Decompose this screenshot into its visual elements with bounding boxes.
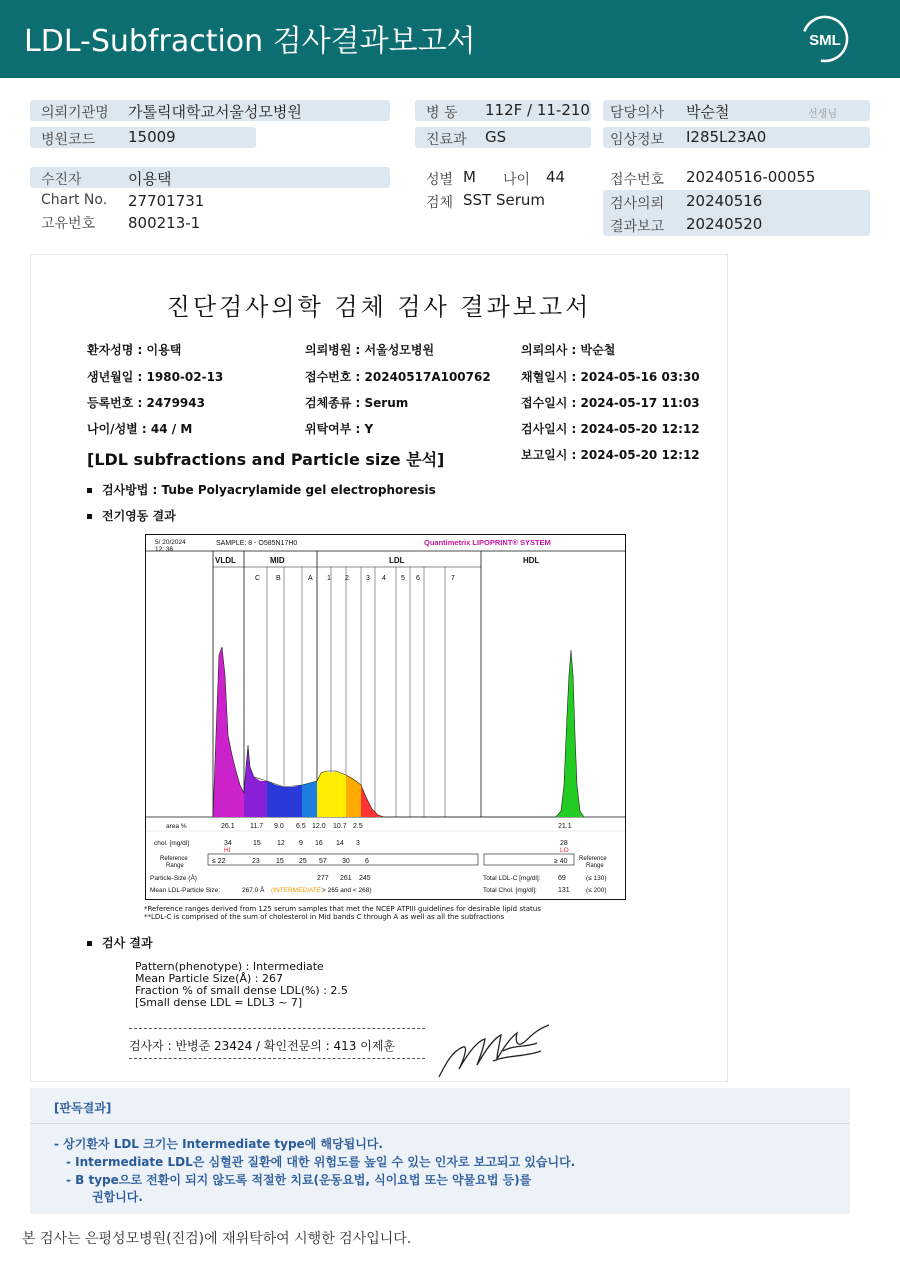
bullet-dot [87,941,92,946]
particle-value: 277 [317,875,329,882]
doctor-suffix: 선생님 [808,109,837,120]
doctor-value: 박순철 [686,103,730,121]
patient-value: 이용택 [128,170,172,188]
ward-label: 병 동 [426,105,458,121]
vldl-fill [213,647,244,817]
ldl-1-fill [317,771,331,817]
chol-lo: LO [560,847,569,854]
area-value: 6.5 [296,823,306,830]
mid-a-fill [302,781,317,817]
chol-value: 34 [224,840,232,847]
area-value: 26.1 [221,823,235,830]
chart-brand: Quantimetrix LIPOPRINT® SYSTEM [424,538,551,547]
ref-label-right-1: Reference [579,856,607,862]
band-label: 6 [416,575,420,582]
uid-label: 고유번호 [41,216,96,232]
area-value: 9.0 [274,823,284,830]
area-value-hdl: 21.1 [558,823,572,830]
field-spec: 검체종류 : Serum [305,396,409,410]
institution-value: 가톨릭대학교서울성모병원 [128,103,302,121]
specimen-value: SST Serum [463,191,546,209]
band-label: 4 [382,575,386,582]
hospital-code-value: 15009 [128,128,176,146]
electro-svg [146,535,625,899]
chol-value: 15 [253,840,261,847]
doctor-label: 담당의사 [610,105,665,121]
area-value: 2.5 [353,823,363,830]
field-recv-no: 접수번호 : 20240517A100762 [305,370,491,384]
hospital-code-label: 병원코드 [41,132,96,148]
ref-value: 57 [319,858,327,865]
field-reg: 등록번호 : 2479943 [87,396,205,410]
ref-value: 25 [299,858,307,865]
chol-value: 14 [336,840,344,847]
scanned-report-title: 진단검사의학 검체 검사 결과보고서 [166,293,592,321]
chol-value: 9 [299,840,303,847]
clinical-value: I285L23A0 [686,128,767,146]
band-label: 1 [327,575,331,582]
area-value: 11.7 [250,823,264,830]
region-vldl: VLDL [215,556,236,565]
total-ldl-label: Total LDL-C [mg/dl]: [483,875,541,882]
mean-class: (INTERMEDIATE; [271,887,323,894]
band-label: 7 [451,575,455,582]
patient-label: 수진자 [41,172,82,188]
chol-value: 16 [315,840,323,847]
result-line-2: Mean Particle Size(Å) : 267 [135,972,283,985]
sign-dash-top [129,1028,425,1029]
electro-text: 전기영동 결과 [102,509,176,523]
judgement-line-3: - B type으로 전환이 되지 않도록 적절한 치료(운동요법, 식이요법 또는 약물요법 등)를 [66,1173,532,1187]
field-test: 검사일시 : 2024-05-20 12:12 [521,422,700,436]
ref-value: 15 [276,858,284,865]
hdl-fill [556,650,584,817]
sign-line: 검사자 : 반병준 23424 / 확인전문의 : 413 이제훈 [129,1039,396,1053]
dept-value: GS [485,128,507,146]
region-hdl: HDL [523,556,540,565]
area-value: 12.0 [312,823,326,830]
report-title: LDL-Subfraction 검사결과보고서 [24,24,476,59]
field-consign: 위탁여부 : Y [305,422,374,436]
field-dob: 생년월일 : 1980-02-13 [87,370,224,384]
mean-label: Mean LDL-Particle Size: [150,887,221,894]
chol-value-hdl: 28 [560,840,568,847]
field-hosp: 의뢰병원 : 서울성모병원 [305,343,435,357]
result-line-1: Pattern(phenotype) : Intermediate [135,960,324,973]
band-label: 3 [366,575,370,582]
ref-hdl: ≥ 40 [554,858,568,865]
report-label: 결과보고 [610,219,665,235]
ref-value: ≤ 22 [212,858,226,865]
result-line-3: Fraction % of small dense LDL(%) : 2.5 [135,984,348,997]
field-draw: 채혈일시 : 2024-05-16 03:30 [521,370,700,384]
sml-logo [800,14,850,64]
mean-range: > 265 and < 268) [322,887,372,894]
electro-bullet [87,507,176,524]
electrophoresis-chart [145,534,626,900]
band-label: A [308,575,313,582]
ref-value: 30 [342,858,350,865]
particle-value: 261 [340,875,352,882]
field-report: 보고일시 : 2024-05-20 12:12 [521,448,700,462]
judgement-line-4: 권합니다. [92,1190,143,1204]
chol-value: 3 [356,840,360,847]
ldl-3-fill [361,785,384,817]
judgement-box [30,1088,850,1214]
chart-date: 5/ 20/2024 [155,539,186,546]
accession-value: 20240516-00055 [686,168,816,186]
chart-sample: SAMPLE: 8 - O585N17H0 [216,540,298,547]
row-area-label: area % [166,823,187,830]
request-label: 검사의뢰 [610,196,665,212]
total-ldl-value: 69 [558,875,566,882]
uid-value: 800213-1 [128,214,201,232]
ldl-2-fill [346,775,361,817]
ldl-1b-fill [331,771,346,817]
method-text: 검사방법 : Tube Polyacrylamide gel electrophoresis [102,483,436,497]
band-label: 5 [401,575,405,582]
band-label: C [255,575,261,582]
mid-c-fill [244,745,267,817]
age-label: 나이 [503,172,531,188]
bullet-dot [87,514,92,519]
institution-label: 의뢰기관명 [41,105,109,121]
logo-text: SML [809,32,841,49]
ward-value: 112F / 11-210 [485,101,590,119]
result-head: 검사 결과 [102,936,153,950]
sex-value: M [463,168,476,186]
ref-value: 6 [365,858,369,865]
request-value: 20240516 [686,192,763,210]
accession-label: 접수번호 [610,172,665,188]
judgement-header [30,1088,850,1124]
note-2: **LDL-C is comprised of the sum of cholesterol in Mid bands C through A as well as all the subfractions [144,913,505,921]
ref-label-right-2: Range [586,863,604,869]
total-chol-label: Total Chol. [mg/dl]: [483,887,537,894]
specimen-label: 검체 [426,195,454,211]
ref-value: 23 [252,858,260,865]
total-chol-value: 131 [558,887,570,894]
total-ldl-ref: (≤ 130) [586,875,607,882]
mean-value: 267.0 Å [242,887,265,894]
total-chol-ref: (≤ 200) [586,887,607,894]
field-recv: 접수일시 : 2024-05-17 11:03 [521,396,700,410]
report-value: 20240520 [686,215,763,233]
judgement-line-2: - Intermediate LDL은 심혈관 질환에 대한 위험도를 높일 수 있는 인자로 보고되고 있습니다. [66,1155,576,1169]
footer-note: 본 검사는 은평성모병원(진검)에 재위탁하여 시행한 검사입니다. [22,1231,412,1247]
ref-label-2: Range [166,863,184,869]
band-label: 2 [345,575,349,582]
bullet-dot [87,488,92,493]
result-bullet [87,934,153,951]
chart-label: Chart No. [41,192,108,208]
particle-value: 245 [359,875,371,882]
method-bullet [87,481,436,498]
ref-label-1: Reference [160,856,188,862]
chart-time: 12: 36 [155,546,174,553]
band-label: B [276,575,281,582]
sex-label: 성별 [426,172,454,188]
area-value: 10.7 [333,823,347,830]
judgement-line-1: - 상기환자 LDL 크기는 Intermediate type에 해당됩니다. [54,1137,383,1151]
scanned-report [30,254,728,1082]
chol-hi: HI [224,847,231,854]
particle-label: Particle-Size (Å) [150,875,197,882]
dept-label: 진료과 [426,132,467,148]
mid-b-fill [267,781,302,817]
note-1: *Reference ranges derived from 125 serum samples that met the NCEP ATPIII guidelines for desirable lipid status [144,905,541,913]
field-doc: 의뢰의사 : 박순철 [521,343,616,357]
patient-bg [30,167,390,188]
judgement-title: [판독결과] [54,1101,112,1115]
age-value: 44 [546,168,566,186]
chart-value: 27701731 [128,192,205,210]
result-line-4: [Small dense LDL = LDL3 ~ 7] [135,996,303,1009]
clinical-label: 임상정보 [610,132,665,148]
field-agesex: 나이/성별 : 44 / M [87,422,193,436]
field-name: 환자성명 : 이용택 [87,343,182,357]
sign-dash-bottom [129,1058,425,1059]
report-header [0,0,900,78]
region-ldl: LDL [389,556,405,565]
region-mid: MID [270,556,285,565]
chart-fill [213,647,584,817]
signature [433,1021,555,1081]
row-chol-label: chol. [mg/dl] [154,840,190,847]
chol-value: 12 [277,840,285,847]
section-title: [LDL subfractions and Particle size 분석] [87,450,445,469]
